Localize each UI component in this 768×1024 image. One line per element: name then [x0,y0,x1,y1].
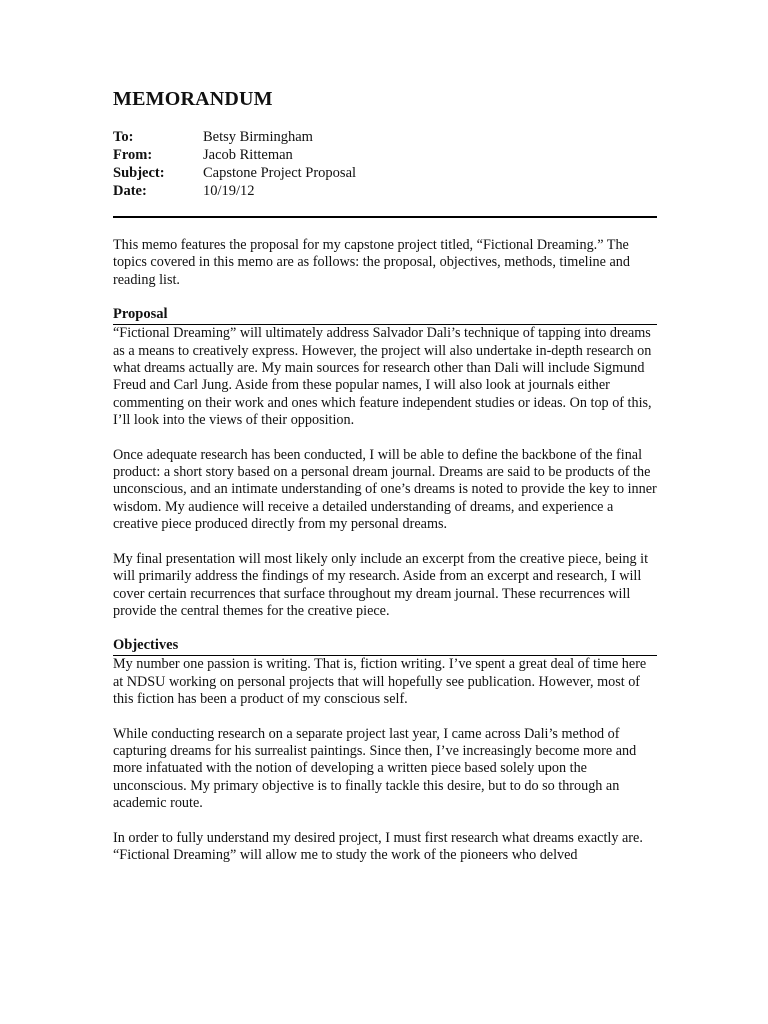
body-paragraph: My number one passion is writing. That is, fiction writing. I’ve spent a great deal of time here at NDSU working on personal projects that will hopefully see publication. However, most of this fiction has been a product of my conscious self. [113,656,647,708]
memo-title: MEMORANDUM [113,88,273,110]
section-heading: Proposal [113,306,168,323]
subject-label: Subject: [113,165,165,181]
body-paragraph: “Fictional Dreaming” will ultimately address Salvador Dali’s technique of tapping into dreams as a means to creatively express. However, the project will also undertake in-depth research on what dreams actually are. My main sources for research other than Dali will include Sigmund Freud and Carl Jung. Aside from these popular names, I will also look at journals either commenting on their work and ones which feature independent studies or ideas. On top of this, I’ll look into the views of their opposition. [113,325,652,429]
from-row [113,146,657,164]
body-paragraph: My final presentation will most likely only include an excerpt from the creative piece, being it will primarily address the findings of my research. Aside from an excerpt and research, I will cover certain recurrences that surface throughout my dream journal. These recurrences will provide the central themes for the creative piece. [113,550,649,619]
body-paragraph: While conducting research on a separate project last year, I came across Dali’s method of capturing dreams for his surrealist paintings. Since then, I’ve increasingly become more and more infatuated with the notion of developing a written piece based solely upon the unconscious. My primary objective is to finally tackle this desire, but to do so through an academic route. [113,725,637,812]
date-row [113,182,657,200]
header-divider [113,216,657,218]
from-value: Jacob Ritteman [203,147,293,163]
date-value: 10/19/12 [203,183,255,199]
subject-row [113,164,657,182]
to-row [113,128,657,146]
section-objectives [113,637,657,864]
memo-page [113,88,657,864]
subject-value: Capstone Project Proposal [203,165,357,181]
date-label: Date: [113,183,147,199]
body-paragraph: In order to fully understand my desired project, I must first research what dreams exactly are. “Fictional Dreaming” will allow me to study the work of the pioneers who delved [113,829,643,863]
section-heading: Objectives [113,637,179,654]
from-label: From: [113,147,153,163]
body-paragraph: Once adequate research has been conducted, I will be able to define the backbone of the final product: a short story based on a personal dream journal. Dreams are said to be products of the unconscious, and an intimate understanding of one’s dreams is noted to provide the key to inner wisdom. My audience will receive a detailed understanding of dreams, and experience a creative piece produced directly from my personal dreams. [113,446,657,533]
to-value: Betsy Birmingham [203,129,313,145]
memo-header [113,128,657,200]
intro-paragraph: This memo features the proposal for my capstone project titled, “Fictional Dreaming.” The topics covered in this memo are as follows: the proposal, objectives, methods, timeline and reading list. [113,237,630,288]
section-proposal [113,306,657,620]
to-label: To: [113,129,134,145]
